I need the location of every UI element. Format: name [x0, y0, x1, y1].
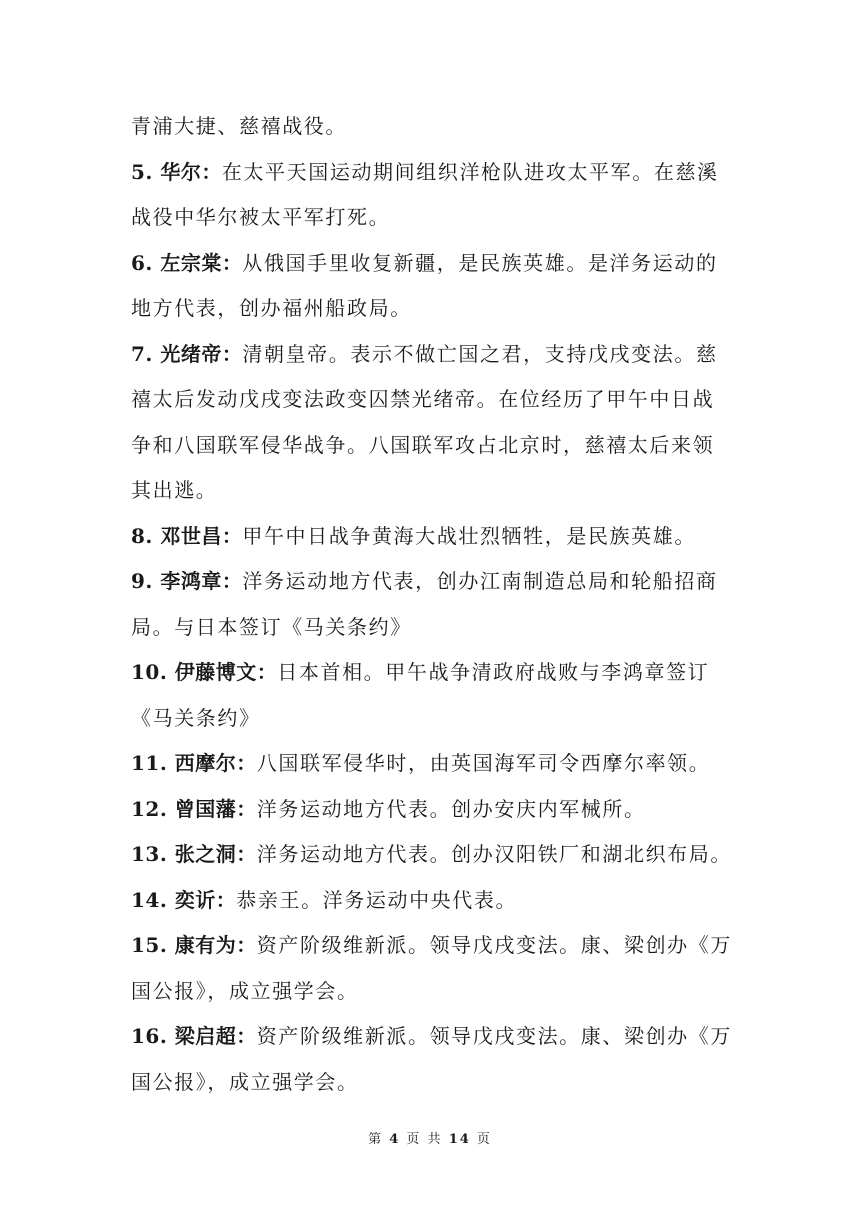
entry-text: 资产阶级维新派。领导戊戌变法。康、梁创办《万: [256, 1024, 732, 1048]
document-body: [131, 104, 731, 1105]
footer-suffix: 页: [476, 1132, 492, 1147]
entry-heading: 15. 康有为：: [131, 933, 257, 957]
entry-heading: 5. 华尔：: [131, 159, 222, 184]
entry-text: 恭亲王。洋务运动中央代表。: [236, 887, 518, 912]
text-line-8: [131, 423, 731, 469]
entry-text: 局。与日本签订《马关条约》: [131, 614, 412, 639]
text-line-12: [131, 605, 731, 651]
text-line-9: [131, 468, 731, 514]
text-line-21: [131, 1014, 731, 1060]
entry-heading: 6. 左宗棠：: [131, 250, 243, 275]
entry-text: 地方代表，创办福州船政局。: [131, 296, 412, 320]
footer-middle: 页 共: [406, 1132, 443, 1147]
entry-heading: 10. 伊藤博文：: [131, 660, 278, 684]
entry-text: 洋务运动地方代表。创办安庆内军械所。: [256, 796, 646, 821]
entry-heading: 9. 李鸿章：: [131, 569, 243, 593]
text-line-3: [131, 195, 731, 241]
entry-text: 八国联军侵华时，由英国海军司令西摩尔率领。: [256, 751, 711, 775]
entry-text: 洋务运动地方代表，创办江南制造总局和轮船招商: [242, 569, 718, 593]
text-line-20: [131, 969, 731, 1015]
entry-text: 国公报》，成立强学会。: [131, 978, 359, 1003]
text-line-10: [131, 514, 731, 560]
text-line-13: [131, 650, 731, 696]
entry-text: 禧太后发动戊戌变法政变囚禁光绪帝。在位经历了甲午中日战: [131, 387, 715, 411]
entry-text: 日本首相。甲午战争清政府战败与李鸿章签订: [277, 660, 710, 684]
entry-text: 洋务运动地方代表。创办汉阳铁厂和湖北织布局。: [256, 842, 732, 866]
text-line-4: [131, 241, 731, 287]
total-page-count: 14: [448, 1132, 471, 1147]
entry-text: 在太平天国运动期间组织洋枪队进攻太平军。在慈溪: [221, 159, 719, 184]
text-line-2: [131, 150, 731, 196]
text-line-11: [131, 559, 731, 605]
text-line-1: [131, 104, 731, 150]
text-line-7: [131, 377, 731, 423]
entry-text: 资产阶级维新派。领导戊戌变法。康、梁创办《万: [256, 933, 732, 957]
entry-text: 国公报》，成立强学会。: [131, 1069, 359, 1094]
text-line-19: [131, 923, 731, 969]
current-page-number: 4: [389, 1132, 401, 1147]
entry-text: 从俄国手里收复新疆，是民族英雄。是洋务运动的: [242, 250, 718, 275]
text-line-18: [131, 878, 731, 924]
text-line-5: [131, 286, 731, 332]
entry-text: 其出逃。: [131, 478, 218, 502]
text-line-16: [131, 787, 731, 833]
entry-text: 争和八国联军侵华战争。八国联军攻占北京时，慈禧太后来领: [131, 432, 715, 457]
text-line-17: [131, 832, 731, 878]
page-footer: [0, 1128, 860, 1147]
entry-heading: 14. 奕䜣：: [131, 887, 237, 912]
entry-heading: 16. 梁启超：: [131, 1024, 257, 1048]
entry-heading: 7. 光绪帝：: [131, 341, 243, 366]
text-line-15: [131, 741, 731, 787]
text-line-14: [131, 696, 731, 742]
entry-text: 清朝皇帝。表示不做亡国之君，支持戊戌变法。慈: [242, 341, 718, 366]
text-line-22: [131, 1060, 731, 1106]
entry-text: 甲午中日战争黄海大战壮烈牺牲，是民族英雄。: [242, 523, 696, 548]
entry-heading: 13. 张之洞：: [131, 842, 257, 866]
entry-heading: 12. 曾国藩：: [131, 796, 257, 821]
footer-prefix: 第: [368, 1132, 384, 1147]
entry-heading: 8. 邓世昌：: [131, 523, 243, 548]
entry-text: 青浦大捷、慈禧战役。: [131, 114, 347, 138]
text-line-6: [131, 332, 731, 378]
entry-text: 《马关条约》: [131, 705, 261, 730]
entry-heading: 11. 西摩尔：: [131, 751, 257, 775]
entry-text: 战役中华尔被太平军打死。: [131, 205, 391, 229]
